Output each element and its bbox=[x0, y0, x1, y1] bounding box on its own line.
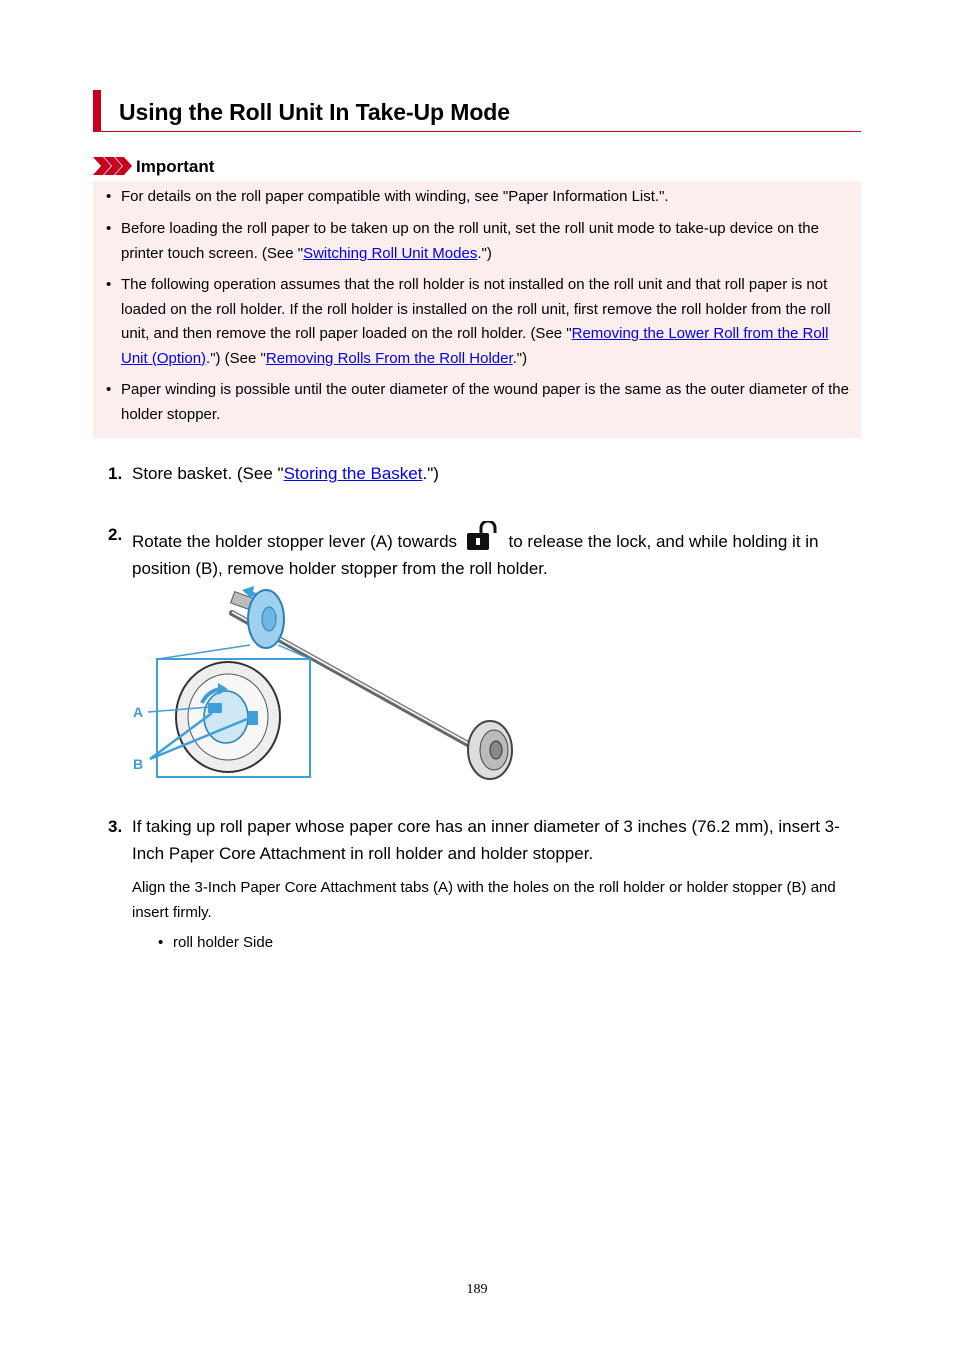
important-label: Important bbox=[136, 157, 215, 176]
unlock-icon bbox=[466, 521, 500, 551]
removing-lower-roll-link[interactable]: Removing the Lower Roll from the Roll Unit (Option) bbox=[121, 325, 829, 367]
page-number: 189 bbox=[466, 1282, 488, 1297]
page-title: Using the Roll Unit In Take-Up Mode bbox=[119, 99, 510, 125]
removing-rolls-link[interactable]: Removing Rolls From the Roll Holder bbox=[265, 349, 513, 367]
step-number: 1. bbox=[108, 464, 123, 483]
step-text: Store basket. (See "Storing the Basket.") bbox=[132, 464, 439, 483]
label-a: A bbox=[133, 704, 144, 720]
list-item: • The following operation assumes that the roll holder is not installed on the roll unit and that roll paper is not loaded on the roll holder. If the roll holder is installed on the roll unit, first remove the roll holder from the roll unit, and then remove the roll paper loaded on the roll holder. (See "Removing the Lower Roll from the Roll Unit (Option).") (See "Removing Rolls From the Roll Holder.") bbox=[106, 276, 831, 367]
step-number: 3. bbox=[108, 817, 123, 836]
step-subtext: Align the 3-Inch Paper Core Attachment tabs (A) with the holes on the roll holder or holder stopper (B) and insert firmly. bbox=[132, 879, 836, 921]
important-chevrons-icon bbox=[93, 157, 133, 175]
storing-the-basket-link[interactable]: Storing the Basket bbox=[283, 464, 423, 483]
step-text: If taking up roll paper whose paper core has an inner diameter of 3 inches (76.2 mm), insert 3-Inch Paper Core Attachment in roll holder and holder stopper. bbox=[132, 817, 840, 863]
important-box bbox=[93, 181, 861, 438]
list-item: • Paper winding is possible until the outer diameter of the wound paper is the same as the outer diameter of the holder stopper. bbox=[106, 381, 849, 423]
label-b: B bbox=[133, 756, 144, 772]
section-heading bbox=[93, 90, 861, 132]
roll-holder-illustration bbox=[128, 585, 520, 781]
step-number: 2. bbox=[108, 525, 123, 544]
list-item: • For details on the roll paper compatible with winding, see "Paper Information List.". bbox=[106, 188, 669, 205]
step-text: Rotate the holder stopper lever (A) towards to release the lock, and while holding it in position (B), remove holder stopper from the roll holder. bbox=[132, 521, 866, 582]
switching-roll-unit-modes-link[interactable]: Switching Roll Unit Modes bbox=[303, 244, 478, 262]
list-item: • Before loading the roll paper to be taken up on the roll unit, set the roll unit mode to take-up device on the printer touch screen. (See "Switching Roll Unit Modes.") bbox=[106, 220, 819, 262]
